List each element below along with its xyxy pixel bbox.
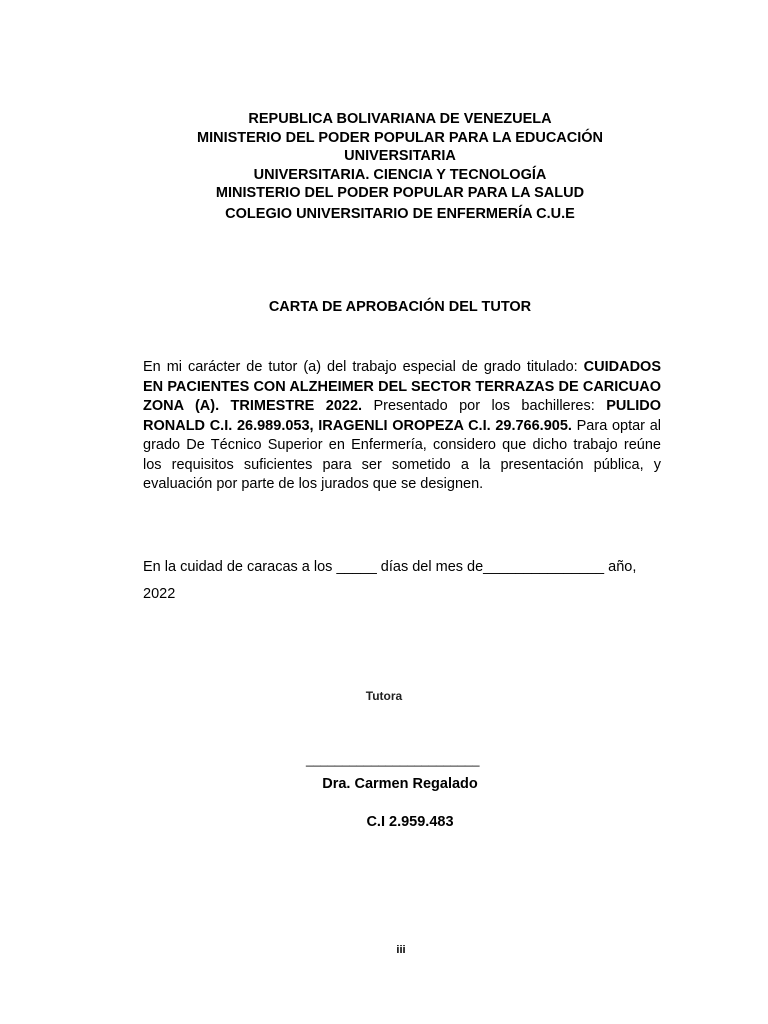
student-names: PULIDO RONALD C.I. 26.989.053, IRAGENLI OROPEZA C.I. 29.766.905. xyxy=(143,398,661,434)
letter-title: CARTA DE APROBACIÓN DEL TUTOR xyxy=(268,299,532,315)
page-number: iii xyxy=(396,944,406,956)
body-presented-by: Presentado por los bachilleres: xyxy=(362,398,607,414)
signature-role: Tutora xyxy=(365,689,403,703)
tutor-name: Dra. Carmen Regalado xyxy=(322,776,478,792)
header-line-college: COLEGIO UNIVERSITARIO DE ENFERMERÍA C.U.E xyxy=(225,205,575,222)
year-text: 2022 xyxy=(143,586,176,602)
header-line-ministry-education: MINISTERIO DEL PODER POPULAR PARA LA EDUCACIÓN xyxy=(196,129,604,146)
letterhead xyxy=(150,110,650,223)
header-line-science: UNIVERSITARIA. CIENCIA Y TECNOLOGÍA xyxy=(253,166,547,183)
letter-body xyxy=(143,358,661,495)
thesis-title: CUIDADOS EN PACIENTES CON ALZHEIMER DEL SECTOR TERRAZAS DE CARICUAO ZONA (A). TRIMESTRE 2022. xyxy=(143,359,661,414)
header-line-republic: REPUBLICA BOLIVARIANA DE VENEZUELA xyxy=(248,111,552,127)
header-line-university: UNIVERSITARIA xyxy=(344,148,456,164)
tutor-id: C.I 2.959.483 xyxy=(366,814,454,830)
header-line-ministry-health: MINISTERIO DEL PODER POPULAR PARA LA SALUD xyxy=(215,185,585,201)
body-conclusion: Para optar al grado De Técnico Superior en Enfermería, considero que dicho trabajo reúne los requisitos suficientes para ser sometido a la presentación pública, y evaluación por parte de los jurados que se designen. xyxy=(143,417,661,492)
body-intro: En mi carácter de tutor (a) del trabajo especial de grado titulado: xyxy=(143,359,584,375)
signature-line: ________________________ xyxy=(306,752,480,767)
date-place-line: En la cuidad de caracas a los _____ días del mes de_______________ año, xyxy=(143,559,637,575)
